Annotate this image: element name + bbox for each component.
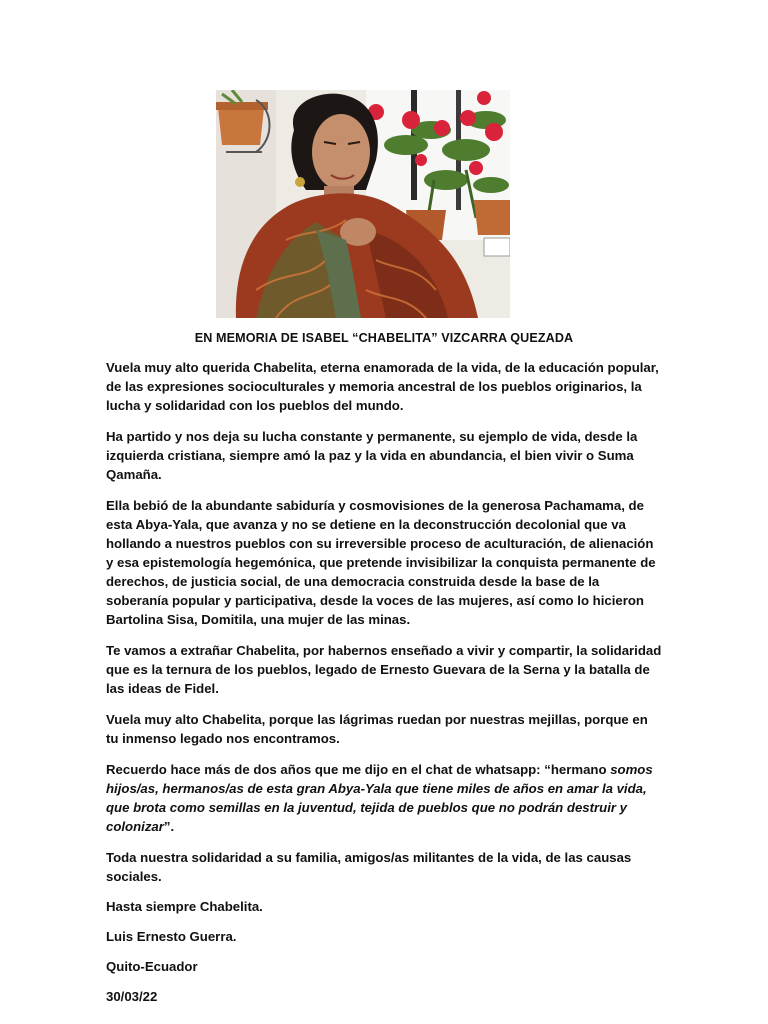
quote-intro: Recuerdo hace más de dos años que me dijo en el chat de whatsapp: “hermano bbox=[106, 762, 611, 777]
quote-paragraph bbox=[106, 760, 662, 836]
paragraph: Ha partido y nos deja su lucha constante y permanente, su ejemplo de vida, desde la izquierda cristiana, siempre amó la paz y la vida en abundancia, el bien vivir o Suma Qamaña. bbox=[106, 429, 638, 482]
paragraph: Vuela muy alto Chabelita, porque las lágrimas ruedan por nuestras mejillas, porque en tu inmenso legado nos encontramos. bbox=[106, 712, 648, 746]
place: Quito-Ecuador bbox=[106, 959, 198, 974]
quote-text: somos hijos/as, hermanos/as de esta gran Abya-Yala que tiene miles de años en amar la vida, que brota como semillas en la juventud, tejida de pueblos que no podrán destruir y colonizar bbox=[106, 762, 653, 834]
memorial-text bbox=[106, 358, 662, 1017]
farewell: Hasta siempre Chabelita. bbox=[106, 899, 263, 914]
quote-end: ”. bbox=[163, 819, 175, 834]
portrait-photo bbox=[216, 90, 510, 318]
author-signature: Luis Ernesto Guerra. bbox=[106, 929, 237, 944]
date: 30/03/22 bbox=[106, 989, 158, 1004]
closing-paragraph: Toda nuestra solidaridad a su familia, amigos/as militantes de la vida, de las causas sociales. bbox=[106, 850, 632, 884]
page-title: EN MEMORIA DE ISABEL “CHABELITA” VIZCARRA QUEZADA bbox=[194, 331, 574, 345]
paragraph: Vuela muy alto querida Chabelita, eterna enamorada de la vida, de la educación popular, de las expresiones socioculturales y memoria ancestral de los pueblos originarios, la lucha y solidaridad con los pueblos del mundo. bbox=[106, 360, 659, 413]
paragraph: Te vamos a extrañar Chabelita, por habernos enseñado a vivir y compartir, la solidaridad que es la ternura de los pueblos, legado de Ernesto Guevara de la Serna y la batalla de las ideas de Fidel. bbox=[106, 643, 662, 696]
paragraph: Ella bebió de la abundante sabiduría y cosmovisiones de la generosa Pachamama, de esta Abya-Yala, que avanza y no se detiene en la deconstrucción decolonial que va hollando a nuestros pueblos con su irreversible proceso de aculturación, de alienación y esa epistemología hegemónica, que pretende invisibilizar la conquista permanente de derechos, de justicia social, de una democracia construida desde la base de la soberanía popular y participativa, desde la voces de las mujeres, así como lo hicieron Bartolina Sisa, Domitila, una mujer de las minas. bbox=[106, 498, 656, 627]
